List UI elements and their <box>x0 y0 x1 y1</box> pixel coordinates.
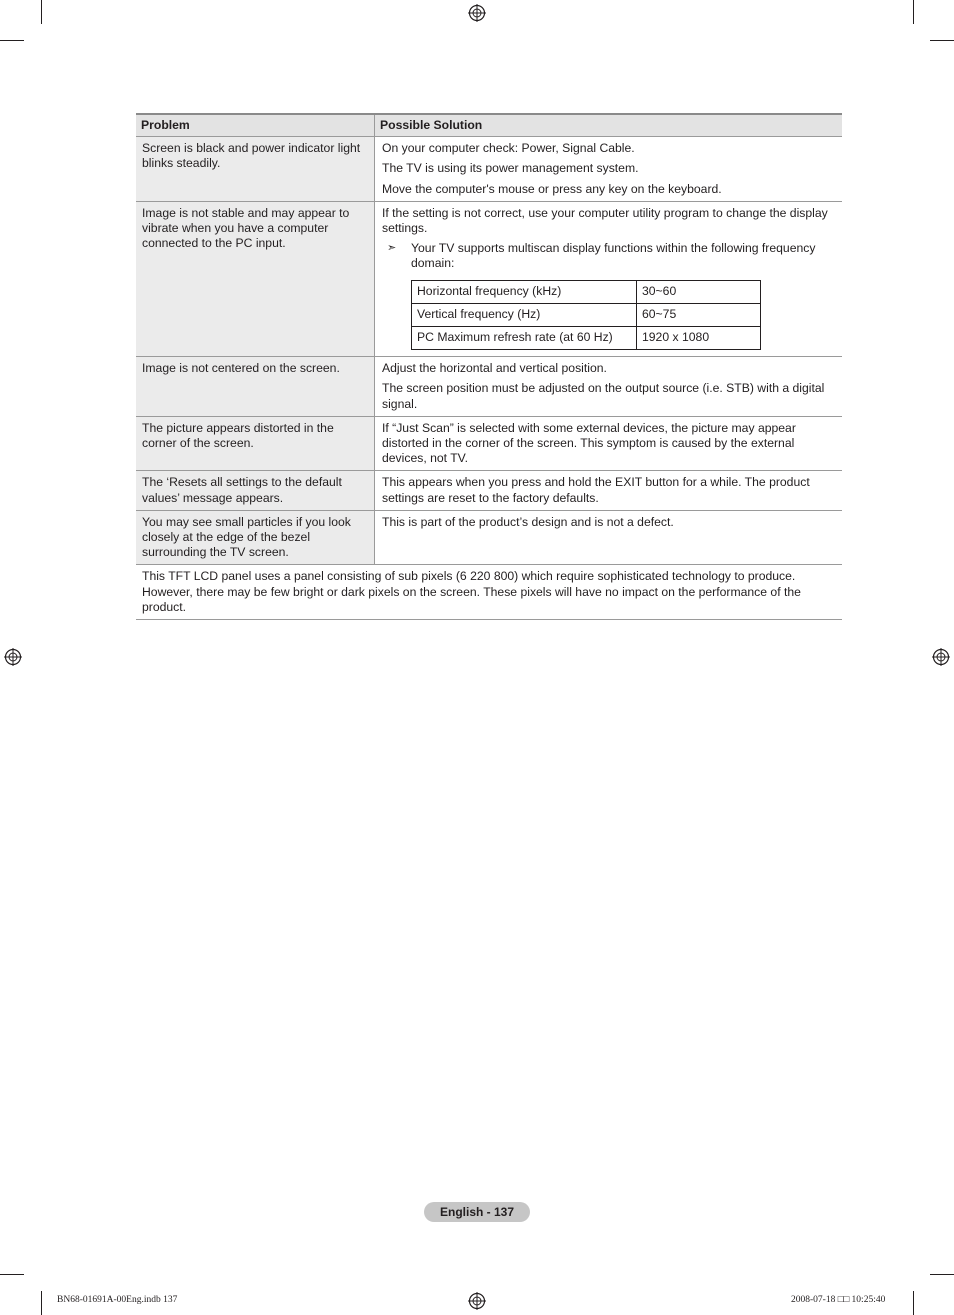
problem-cell: Image is not stable and may appear to vibrate when you have a computer connected to the PC input. <box>136 201 375 356</box>
problem-cell: Screen is black and power indicator light blinks steadily. <box>136 137 375 202</box>
frequency-value: 30~60 <box>637 280 761 303</box>
solution-text: If “Just Scan” is selected with some external devices, the picture may appear distorted in the corner of the screen. This symptom is caused by the external devices, not TV. <box>382 420 796 466</box>
troubleshooting-table <box>136 113 842 620</box>
crop-mark <box>913 0 914 24</box>
registration-mark-icon <box>468 4 486 22</box>
table-row <box>136 510 842 565</box>
problem-cell: Image is not centered on the screen. <box>136 357 375 417</box>
table-row <box>136 357 842 417</box>
frequency-label: Vertical frequency (Hz) <box>412 303 637 326</box>
print-footer-file: BN68-01691A-00Eng.indb 137 <box>57 1295 178 1305</box>
frequency-value: 60~75 <box>637 303 761 326</box>
solution-column-header: Possible Solution <box>375 114 843 137</box>
table-row <box>136 201 842 356</box>
crop-mark <box>930 1274 954 1275</box>
table-header-row <box>136 114 842 137</box>
page-number-badge: English - 137 <box>424 1202 530 1222</box>
solution-text: This is part of the product’s design and is not a defect. <box>382 514 674 529</box>
table-row <box>136 416 842 471</box>
frequency-label: Horizontal frequency (kHz) <box>412 280 637 303</box>
registration-mark-icon <box>932 648 950 666</box>
solution-cell <box>375 510 843 565</box>
arrow-icon: ➣ <box>387 242 397 255</box>
solution-cell <box>375 416 843 471</box>
solution-cell <box>375 201 843 356</box>
note <box>382 241 836 271</box>
crop-mark <box>41 1291 42 1315</box>
solution-cell <box>375 357 843 417</box>
registration-mark-icon <box>4 648 22 666</box>
crop-mark <box>0 1274 24 1275</box>
print-footer-timestamp: 2008-07-18 □□ 10:25:40 <box>791 1295 886 1305</box>
frequency-row <box>412 327 761 350</box>
solution-text: Adjust the horizontal and vertical position. <box>382 361 607 376</box>
solution-cell <box>375 137 843 202</box>
solution-cell <box>375 471 843 510</box>
problem-cell: You may see small particles if you look closely at the edge of the bezel surrounding the TV screen. <box>136 510 375 565</box>
solution-text: On your computer check: Power, Signal Cable. <box>382 141 635 156</box>
solution-text: If the setting is not correct, use your computer utility program to change the display settings. <box>382 205 828 236</box>
table-row <box>136 137 842 202</box>
footnote-row <box>136 565 842 620</box>
crop-mark <box>930 40 954 41</box>
solution-text: This appears when you press and hold the EXIT button for a while. The product settings are reset to the factory defaults. <box>382 475 810 505</box>
table-row <box>136 471 842 510</box>
problem-cell: The ‘Resets all settings to the default values’ message appears. <box>136 471 375 510</box>
frequency-value: 1920 x 1080 <box>637 327 761 350</box>
frequency-label: PC Maximum refresh rate (at 60 Hz) <box>412 327 637 350</box>
solution-text: The TV is using its power management system. <box>382 161 639 176</box>
solution-text: The screen position must be adjusted on the output source (i.e. STB) with a digital signal. <box>382 381 825 411</box>
crop-mark <box>913 1291 914 1315</box>
solution-text: Move the computer's mouse or press any key on the keyboard. <box>382 181 722 196</box>
frequency-row <box>412 280 761 303</box>
frequency-table <box>411 280 761 351</box>
frequency-row <box>412 303 761 326</box>
crop-mark <box>41 0 42 24</box>
problem-column-header: Problem <box>136 114 375 137</box>
note-text: Your TV supports multiscan display functions within the following frequency domain: <box>411 241 816 271</box>
registration-mark-icon <box>468 1292 486 1310</box>
footnote-text: This TFT LCD panel uses a panel consisting of sub pixels (6 220 800) which require sophisticated technology to produce. However, there may be few bright or dark pixels on the screen. These pixels will have no impact on the performance of the product. <box>136 565 842 620</box>
problem-cell: The picture appears distorted in the corner of the screen. <box>136 416 375 471</box>
crop-mark <box>0 40 24 41</box>
